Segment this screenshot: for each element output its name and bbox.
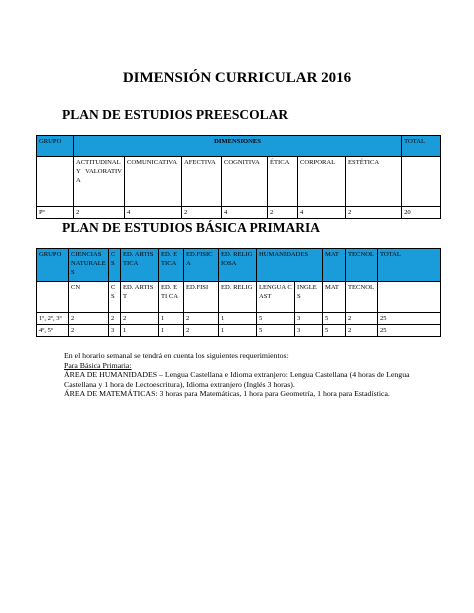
- table-cell: 2: [74, 207, 125, 219]
- primaria-heading: PLAN DE ESTUDIOS BÁSICA PRIMARIA: [62, 220, 321, 235]
- table-cell: ED. RELIG: [219, 282, 257, 313]
- header-cell: CIENCIAS NATURALES: [69, 249, 109, 282]
- table-cell: 1: [159, 313, 184, 325]
- table-cell: 25: [378, 313, 441, 325]
- header-cell: TECNOL: [346, 249, 378, 282]
- header-cell: TOTAL: [378, 249, 441, 282]
- table-cell: 2: [346, 313, 378, 325]
- table-cell: 1: [121, 325, 159, 337]
- notes-matematicas: ÁREA DE MATEMÁTICAS: 3 horas para Matemáticas, 1 hora para Geometría, 1 hora para Estadística.: [64, 389, 390, 399]
- table-cell: 2: [121, 313, 159, 325]
- table-cell: 2: [109, 313, 121, 325]
- table-cell: ESTÉTICA: [346, 157, 402, 207]
- table-row: [37, 207, 441, 219]
- table-cell: ACTITUDINAL Y VALORATIVA: [74, 157, 125, 207]
- table-cell: ED. ETI CA: [159, 282, 184, 313]
- table-cell: ED.FISI: [184, 282, 219, 313]
- table-cell: ED. ARTIST: [121, 282, 159, 313]
- primaria-table: [36, 248, 441, 337]
- table-cell: 5: [257, 325, 295, 337]
- table-cell: 5: [323, 325, 346, 337]
- table-row: [37, 313, 441, 325]
- header-cell: DIMENSIONES: [74, 136, 402, 157]
- table-cell: TECNOL: [346, 282, 378, 313]
- table-cell: 5: [323, 313, 346, 325]
- table-cell: AFECTIVA: [182, 157, 222, 207]
- table-cell: 2: [69, 313, 109, 325]
- table-cell: 3: [295, 313, 323, 325]
- table-cell: 25: [378, 325, 441, 337]
- table-cell: [37, 157, 74, 207]
- table-cell: COGNITIVA: [222, 157, 268, 207]
- header-cell: HUMANIDADES: [257, 249, 323, 282]
- header-cell: CS: [109, 249, 121, 282]
- header-cell: ED.FISICA: [184, 249, 219, 282]
- table-cell: 2: [346, 325, 378, 337]
- header-cell: GRUPO: [37, 249, 69, 282]
- table-cell: MAT: [323, 282, 346, 313]
- notes-subtitle: Para Básica Primaria:: [64, 360, 132, 370]
- table-cell: 4: [222, 207, 268, 219]
- header-cell: ED. RELIGIOSA: [219, 249, 257, 282]
- table-cell: CN: [69, 282, 109, 313]
- table-cell: 5: [257, 313, 295, 325]
- table-cell: COMUNICATIVA: [125, 157, 182, 207]
- table-cell: 2: [346, 207, 402, 219]
- header-cell: ED. ETICA: [159, 249, 184, 282]
- table-cell: 2: [184, 313, 219, 325]
- table-cell: ÉTICA: [268, 157, 298, 207]
- header-cell: GRUPO: [37, 136, 74, 157]
- preescolar-table: [36, 135, 441, 219]
- table-cell: 2: [182, 207, 222, 219]
- header-cell: TOTAL: [402, 136, 441, 157]
- notes-intro: En el horario semanal se tendrá en cuenta los siguientes requerimientos:: [64, 351, 289, 360]
- table-cell: 20: [402, 207, 441, 219]
- table-cell: 4: [125, 207, 182, 219]
- table-cell: CS: [109, 282, 121, 313]
- table-cell: 3: [295, 325, 323, 337]
- table-cell: [37, 282, 69, 313]
- table-cell: 3: [109, 325, 121, 337]
- requirements-notes: [64, 351, 410, 399]
- table-cell: 1: [159, 325, 184, 337]
- table-row: [37, 325, 441, 337]
- preescolar-subheader-row: [37, 157, 441, 207]
- header-cell: MAT: [323, 249, 346, 282]
- table-cell: [378, 282, 441, 313]
- table-cell: [402, 157, 441, 207]
- page-title: DIMENSIÓN CURRICULAR 2016: [122, 70, 352, 86]
- preescolar-heading: PLAN DE ESTUDIOS PREESCOLAR: [62, 107, 289, 122]
- table-cell: 2: [268, 207, 298, 219]
- table-cell: INGLES: [295, 282, 323, 313]
- table-cell: 1º, 2º, 3º: [37, 313, 69, 325]
- table-cell: 2: [184, 325, 219, 337]
- table-cell: Pº: [37, 207, 74, 219]
- table-cell: LENGUA CAST: [257, 282, 295, 313]
- preescolar-header-row: [37, 136, 441, 157]
- table-cell: 4º, 5º: [37, 325, 69, 337]
- table-cell: 2: [69, 325, 109, 337]
- primaria-subheader-row: [37, 282, 441, 313]
- primaria-header-row: [37, 249, 441, 282]
- table-cell: CORPORAL: [298, 157, 346, 207]
- notes-humanidades: ÁREA DE HUMANIDADES – Lengua Castellana e Idioma extranjero: Lengua Castellana (4 horas de Lengua Castellana y 1 hora de Lectoescritura), Idioma extranjero (Inglés 3 horas).: [64, 370, 410, 389]
- header-cell: ED. ARTISTICA: [121, 249, 159, 282]
- table-cell: 4: [298, 207, 346, 219]
- table-cell: 1: [219, 325, 257, 337]
- table-cell: 1: [219, 313, 257, 325]
